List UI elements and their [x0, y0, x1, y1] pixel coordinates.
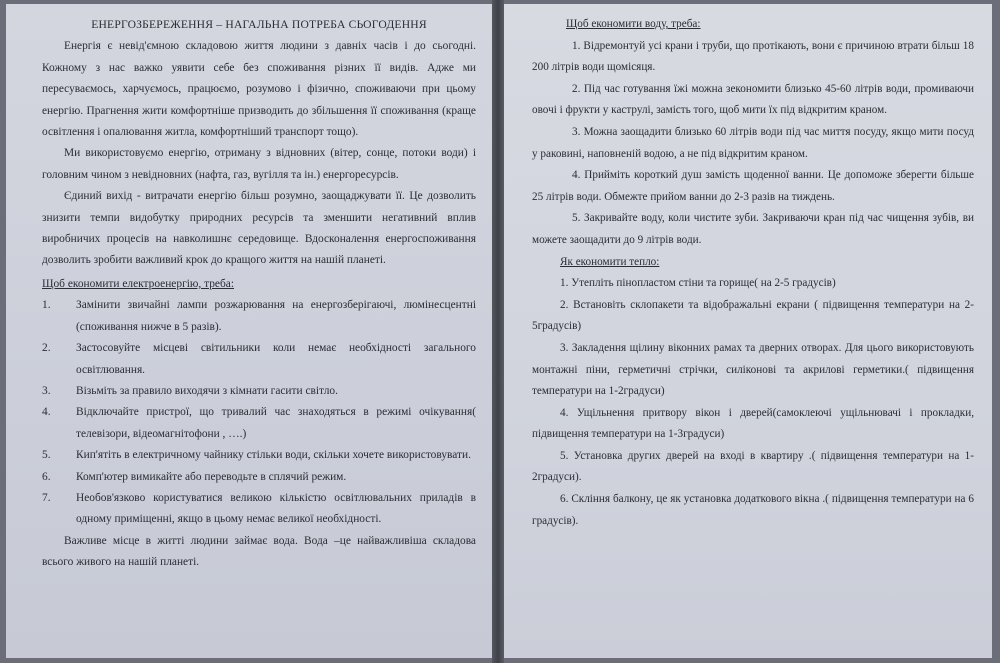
- water-item-4: 4. Прийміть короткий душ замість щоденної ванни. Це допоможе зберегти більше 25 літрів води. Обмежте прийом ванни до 2-3 разів на тиждень.: [532, 169, 974, 203]
- list-item-number: 7.: [42, 491, 51, 504]
- list-item-text: Замінити звичайні лампи розжарювання на енергозберігаючі, люмінесцентні (споживання нижче в 5 разів).: [76, 299, 476, 333]
- list-item: [42, 488, 476, 531]
- list-item-text: Застосовуйте місцеві світильники коли немає необхідності загального освітлювання.: [76, 342, 476, 376]
- list-item: [42, 467, 476, 488]
- list-item-text: Візьміть за правило виходячи з кімнати гасити світло.: [76, 384, 338, 397]
- water-intro-paragraph: Важливе місце в житті людини займає вода. Вода –це найважливіша складова всього живого на нашій планеті.: [42, 534, 476, 569]
- list-item-number: 4.: [42, 406, 51, 419]
- water-item-2: 2. Під час готування їжі можна зекономити близько 45-60 літрів води, промиваючи овочі і фрукти у каструлі, замість того, щоб мити їх під відкритим краном.: [532, 82, 974, 117]
- heat-item-4: 4. Ущільнення притвору вікон і дверей(самоклеючі ущільнювачі і прокладки, підвищення температури на 1-3градуси): [532, 406, 974, 441]
- list-item-number: 1.: [42, 299, 51, 312]
- heat-item-3: 3. Закладення щілину віконних рамах та дверних отворах. Для цього використовують монтажні піни, герметичні стрічки, силіконові та акрилові герметики.( підвищення температури на 1-2градуси): [532, 341, 974, 398]
- heat-item-5: 5. Установка других дверей на вході в квартиру .( підвищення температури на 1-2градуси).: [532, 449, 974, 484]
- heat-item-2: 2. Встановіть склопакети та відображальні екрани ( підвищення температури на 2-5градусів): [532, 298, 974, 333]
- list-item-text: Кип'ятіть в електричному чайнику стільки води, скільки хочете використовувати.: [76, 449, 471, 462]
- list-item-number: 6.: [42, 470, 51, 483]
- page-title: ЕНЕРГОЗБЕРЕЖЕННЯ – НАГАЛЬНА ПОТРЕБА СЬОГОДЕННЯ: [91, 18, 427, 31]
- water-section-title: Щоб економити воду, треба:: [566, 18, 701, 30]
- list-item: [42, 338, 476, 381]
- intro-paragraph-2: Ми використовуємо енергію, отриману з відновних (вітер, сонце, потоки води) і головним чином з невідновних (нафта, газ, вугілля та ін.) енергоресурсів.: [42, 147, 476, 181]
- right-page: [504, 4, 992, 658]
- list-item: [42, 445, 476, 466]
- water-item-1: 1. Відремонтуй усі крани і труби, що протікають, вони є причиною втрати більш 18 200 літрів води щомісяця.: [532, 39, 974, 74]
- heat-item-1: 1. Утепліть пінопластом стіни та горище( на 2-5 градусів): [560, 277, 836, 290]
- heat-item-6: 6. Скління балконy, це як установка додаткового вікна .( підвищення температури на 6 градусів).: [532, 493, 974, 527]
- list-item-number: 2.: [42, 342, 51, 355]
- list-item-text: Необов'язково користуватися великою кількістю освітлювальних приладів в одному приміщенні, якщо в цьому немає великої необхідності.: [76, 491, 476, 526]
- left-page: [6, 4, 492, 658]
- list-item: [42, 402, 476, 445]
- list-item-text: Комп'ютер вимикайте або переводьте в сплячий режим.: [76, 470, 347, 483]
- water-item-3: 3. Можна заощадити близько 60 літрів води під час миття посуду, якщо мити посуд у раковині, наповненій водою, а не під відкритим краном.: [532, 125, 974, 160]
- list-item-number: 5.: [42, 449, 51, 462]
- water-item-5: 5. Закривайте воду, коли чистите зуби. Закриваючи кран під час чищення зубів, ви можете заощадити до 9 літрів води.: [532, 212, 974, 246]
- list-item: [42, 295, 476, 338]
- list-item: [42, 381, 476, 402]
- heat-section-title: Як економити тепло:: [560, 255, 660, 268]
- page-gutter: [492, 0, 504, 663]
- intro-paragraph-3: Єдиний вихід - витрачати енергію більш розумно, заощаджувати її. Це дозволить знизити темпи видобутку природних ресурсів та зменшити негативний вплив виробничих процесів на навколишнє середовище. Вдосконалення енергоспоживання дозволить зробити важливий крок до кращого життя на нашій планеті.: [42, 190, 476, 267]
- list-item-text: Відключайте пристрої, що тривалий час знаходяться в режимі очікування( телевізори, відеомагнітофони , ….): [76, 406, 476, 440]
- intro-paragraph-1: Енергія є невід'ємною складовою життя людини з давніх часів і до сьогодні. Кожному з нас важко уявити себе без споживання різних її видів. Адже ми пересуваємось, харчуємось, працюємо, розумово і фізично, споживаючи при цьому енергію. Прагнення жити комфортніше призводить до збільшення її споживання (краще освітлення і опалювання житла, комфортніший транспорт тощо).: [42, 40, 476, 139]
- list-item-number: 3.: [42, 384, 51, 397]
- electricity-section-title: Щоб економити електроенергію, треба:: [42, 277, 234, 290]
